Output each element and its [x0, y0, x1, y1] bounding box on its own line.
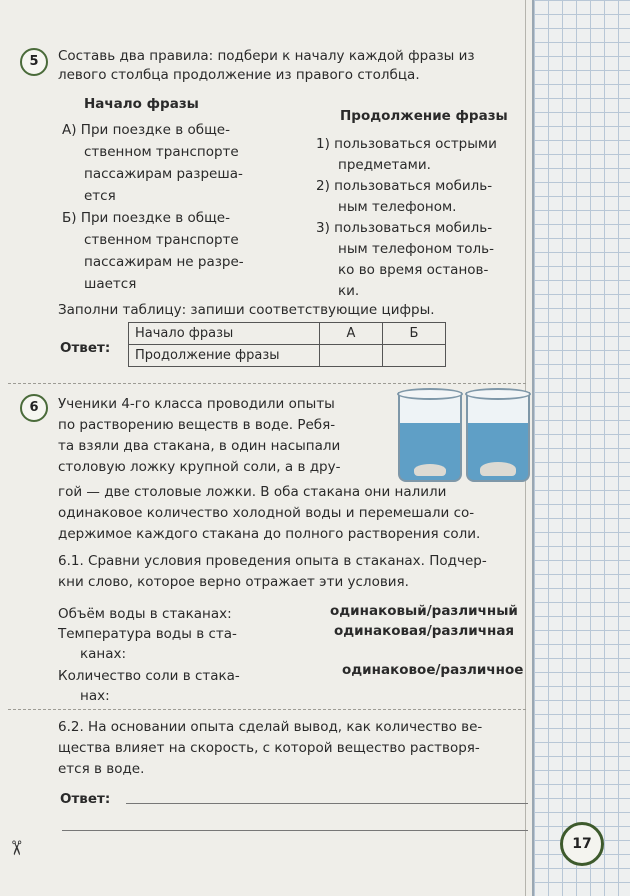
task6-text-line: та взяли два стакана, в один насыпали: [58, 438, 341, 454]
task5-answer-label: Ответ:: [60, 340, 111, 356]
task6-text-line: по растворению веществ в воде. Ребя-: [58, 417, 336, 433]
answer-line[interactable]: [126, 803, 528, 804]
option-b-line: ственном транспорте: [84, 232, 239, 248]
continuation-3-line: 3) пользоваться мобиль-: [316, 220, 493, 236]
continuation-2-line: ным телефоном.: [338, 199, 457, 215]
option-a-line: пассажирам разреша-: [84, 166, 243, 182]
left-column-header: Начало фразы: [84, 96, 199, 112]
condition-water-temp-label: канах:: [80, 646, 127, 662]
option-b-line: шается: [84, 276, 137, 292]
option-a-line: А) При поездке в обще-: [62, 122, 230, 138]
question-6-2-line: ется в воде.: [58, 761, 145, 777]
scissors-icon: ✂: [4, 839, 29, 857]
task-number-6: 6: [20, 394, 48, 422]
subtask-divider: [8, 709, 526, 710]
table-row-label: Начало фразы: [129, 323, 320, 345]
option-a-line: ственном транспорте: [84, 144, 239, 160]
task5-instruction-line1: Составь два правила: подбери к началу каждой фразы из: [58, 48, 475, 64]
continuation-2-line: 2) пользоваться мобиль-: [316, 178, 493, 194]
glass-of-water-icon: [398, 392, 462, 482]
continuation-3-line: ко во время останов-: [338, 262, 489, 278]
continuation-1-line: 1) пользоваться острыми: [316, 136, 497, 152]
task-number-5: 5: [20, 48, 48, 76]
option-b-line: пассажирам не разре-: [84, 254, 244, 270]
condition-salt-amount-label: нах:: [80, 688, 110, 704]
continuation-3-line: ки.: [338, 283, 360, 299]
task6-answer-label: Ответ:: [60, 791, 111, 807]
right-column-header: Продолжение фразы: [340, 108, 508, 124]
question-6-2-line: 6.2. На основании опыта сделай вывод, как количество ве-: [58, 719, 483, 735]
graph-paper-margin: [532, 0, 630, 896]
page-number: 17: [560, 822, 604, 866]
continuation-3-line: ным телефоном толь-: [338, 241, 495, 257]
task6-text-line: Ученики 4-го класса проводили опыты: [58, 396, 335, 412]
condition-water-temp-label: Температура воды в ста-: [58, 626, 237, 642]
table-col-b: Б: [383, 323, 446, 345]
task6-text-line: одинаковое количество холодной воды и перемешали со-: [58, 505, 475, 521]
condition-water-volume-label: Объём воды в стаканах:: [58, 606, 232, 622]
task5-instruction-line2: левого столбца продолжение из правого столбца.: [58, 67, 420, 83]
condition-water-volume-options[interactable]: одинаковый/различный: [330, 603, 518, 619]
option-a-line: ется: [84, 188, 116, 204]
condition-salt-amount-options[interactable]: одинаковое/различное: [342, 662, 524, 678]
answer-cell-b[interactable]: [383, 345, 446, 367]
answer-cell-a[interactable]: [320, 345, 383, 367]
task6-text-line: гой — две столовые ложки. В оба стакана они налили: [58, 484, 447, 500]
glass-of-water-icon: [466, 392, 530, 482]
condition-water-temp-options[interactable]: одинаковая/различная: [334, 623, 515, 639]
question-6-1-line1: 6.1. Сравни условия проведения опыта в стаканах. Подчер-: [58, 553, 487, 569]
task-divider: [8, 383, 526, 384]
fill-table-instruction: Заполни таблицу: запиши соответствующие цифры.: [58, 302, 435, 318]
option-b-line: Б) При поездке в обще-: [62, 210, 230, 226]
task6-text-line: столовую ложку крупной соли, а в дру-: [58, 459, 341, 475]
answer-line[interactable]: [62, 830, 528, 831]
task6-text-line: держимое каждого стакана до полного растворения соли.: [58, 526, 481, 542]
continuation-1-line: предметами.: [338, 157, 431, 173]
answer-table: [128, 322, 446, 367]
question-6-2-line: щества влияет на скорость, с которой вещество растворя-: [58, 740, 480, 756]
question-6-1-line2: кни слово, которое верно отражает эти условия.: [58, 574, 409, 590]
condition-salt-amount-label: Количество соли в стака-: [58, 668, 240, 684]
table-row-label: Продолжение фразы: [129, 345, 320, 367]
table-col-a: А: [320, 323, 383, 345]
